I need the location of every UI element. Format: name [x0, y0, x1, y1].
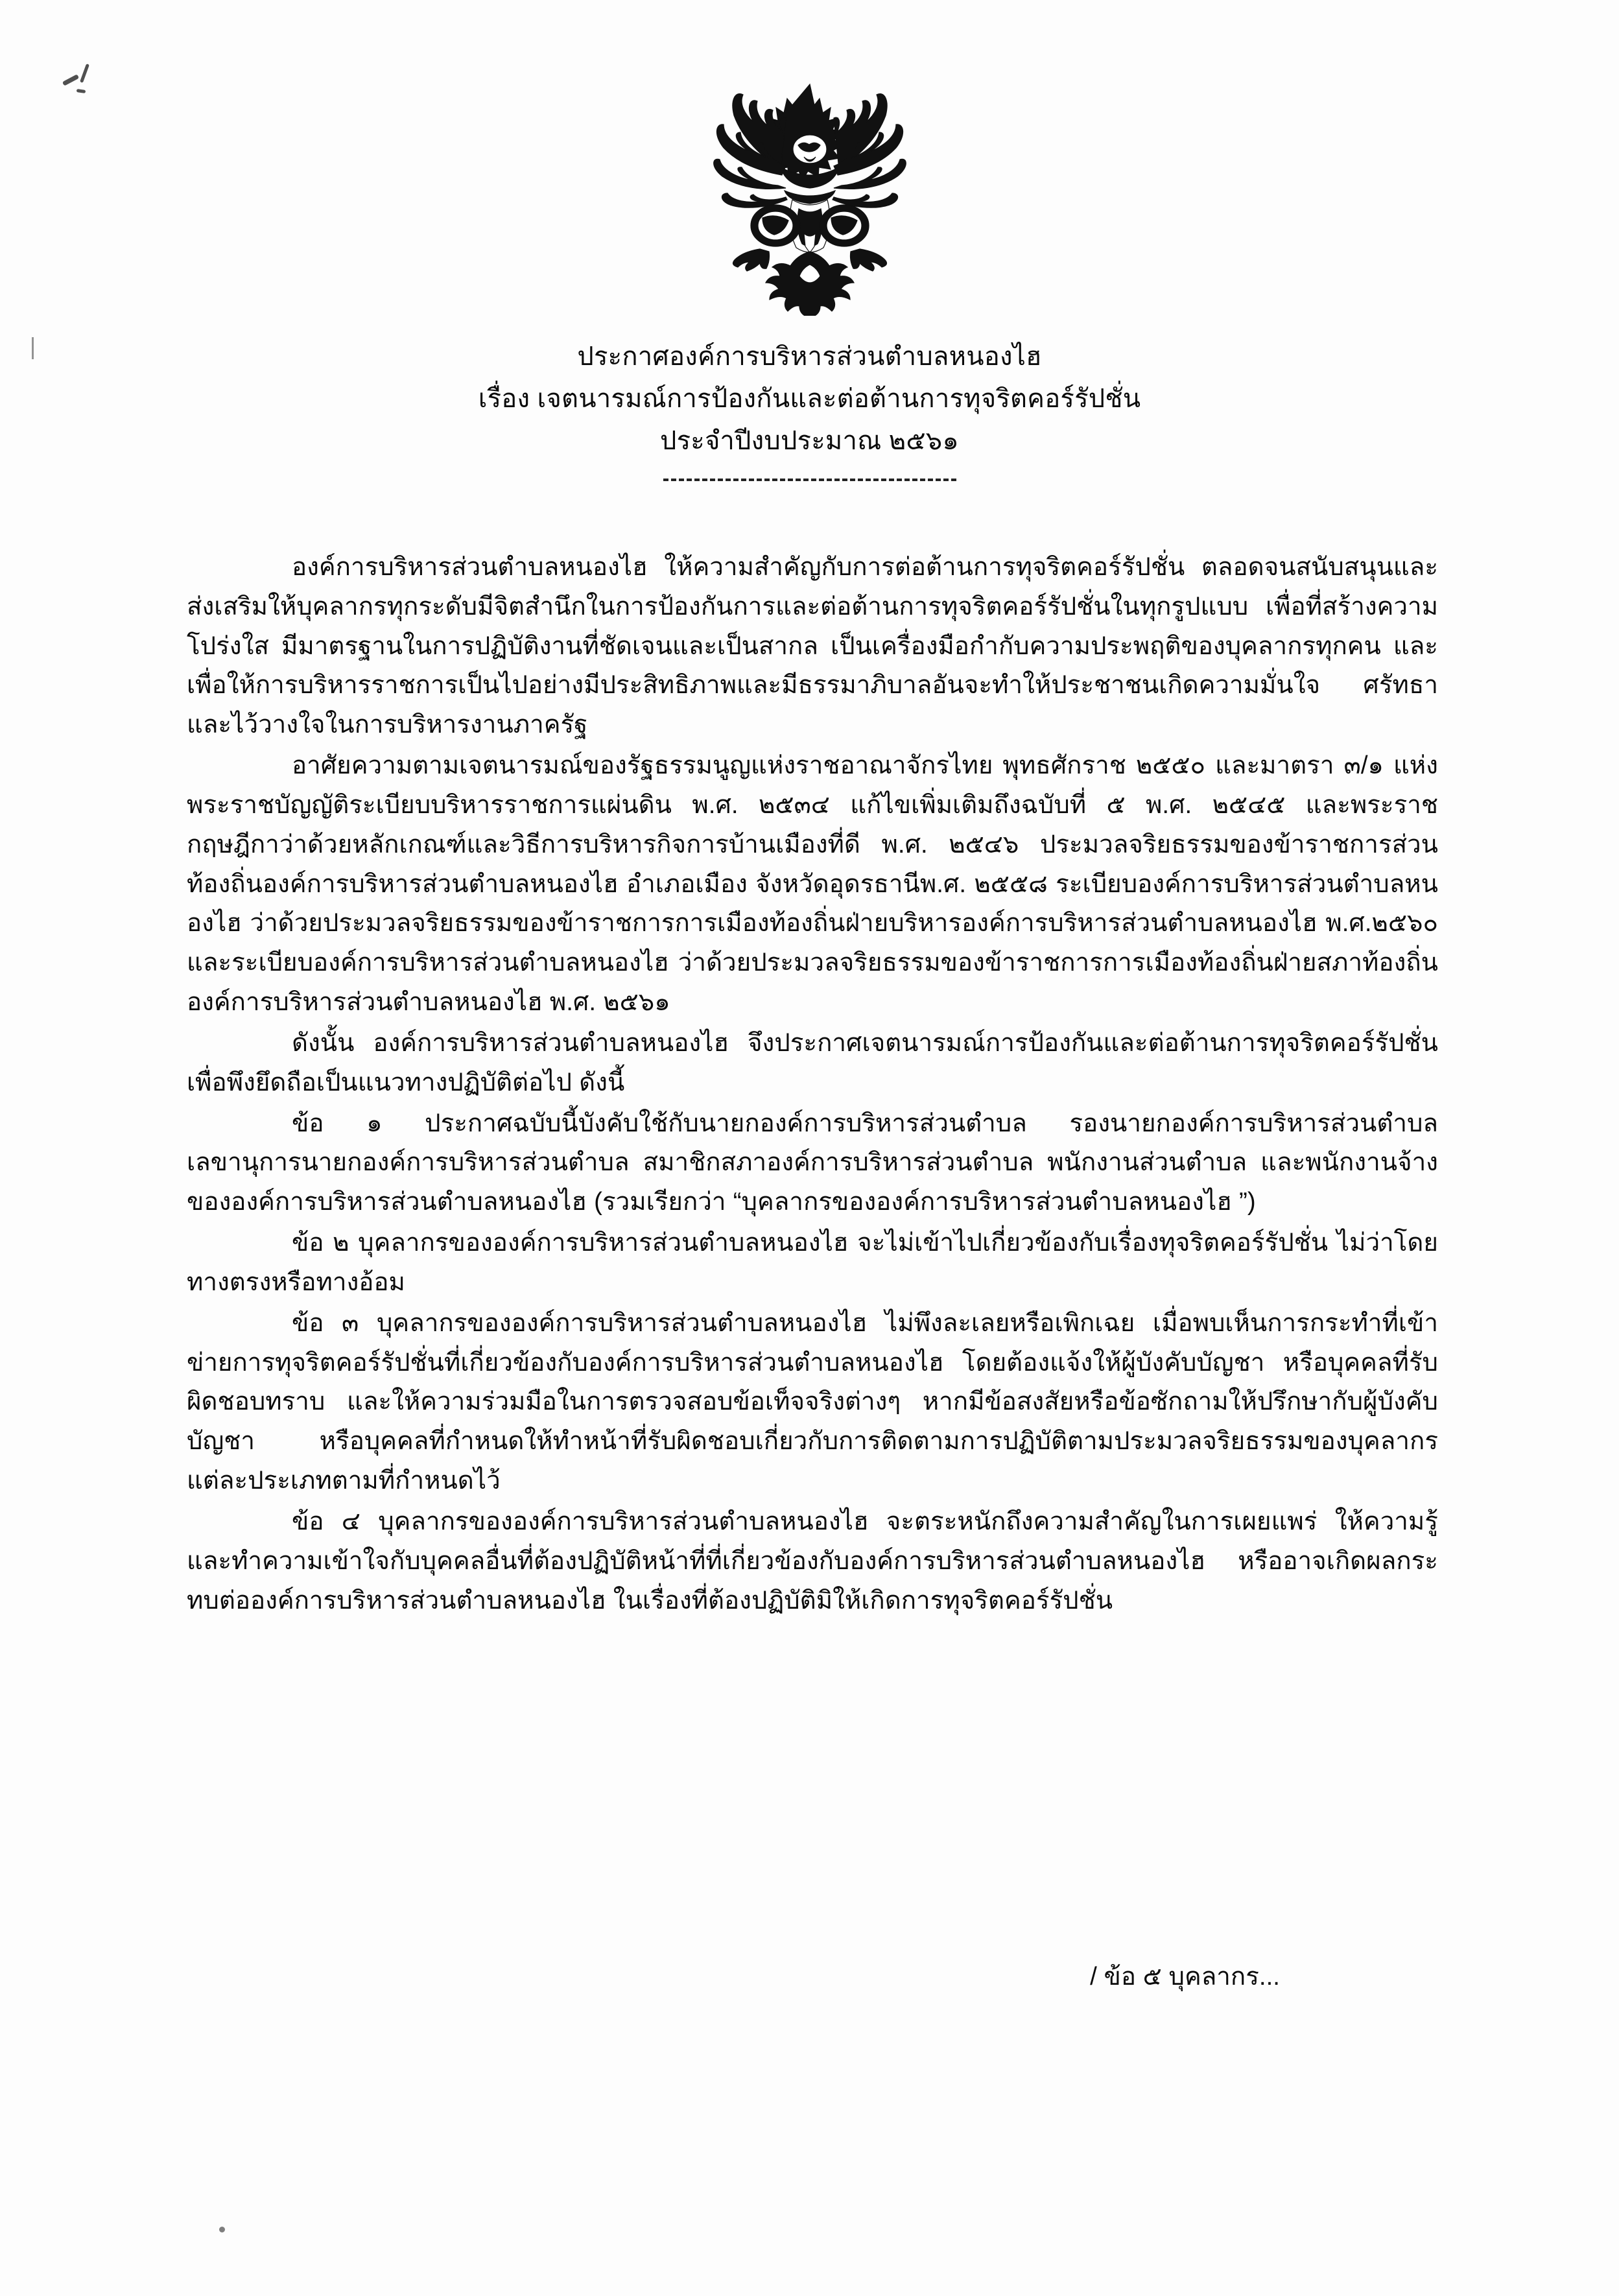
clause-2-text: ข้อ ๒ บุคลากรขององค์การบริหารส่วนตำบลหนองไฮ จะไม่เข้าไปเกี่ยวข้องกับเรื่องทุจริตคอร์รัปชั่น ไม่ว่าโดยทางตรงหรือทางอ้อม	[187, 1229, 1438, 1296]
paragraph-intro-text: องค์การบริหารส่วนตำบลหนองไฮ ให้ความสำคัญกับการต่อต้านการทุจริตคอร์รัปชั่น ตลอดจนสนับสนุนและส่งเสริมให้บุคลากรทุกระดับมีจิตสำนึกในการป้องกันการและต่อต้านการทุจริตคอร์รัปชั่นในทุกรูปแบบ เพื่อที่สร้างความโปร่งใส มีมาตรฐานในการปฏิบัติงานที่ชัดเจนและเป็นสากล เป็นเครื่องมือกำกับความประพฤติของบุคลากรทุกคน และเพื่อให้การบริหารราชการเป็นไปอย่างมีประสิทธิภาพและมีธรรมาภิบาลอันจะทำให้ประชาชนเกิดความมั่นใจ ศรัทธาและไว้วางใจในการบริหารงานภาครัฐ	[187, 553, 1438, 739]
page-continuation-note: / ข้อ ๕ บุคลากร...	[1090, 1963, 1280, 1991]
paragraph-declaration	[187, 1024, 1438, 1103]
clause-3-text: ข้อ ๓ บุคลากรขององค์การบริหารส่วนตำบลหนองไฮ ไม่พึงละเลยหรือเพิกเฉย เมื่อพบเห็นการกระทำที่เข้าข่ายการทุจริตคอร์รัปชั่นที่เกี่ยวข้องกับองค์การบริหารส่วนตำบลหนองไฮ โดยต้องแจ้งให้ผู้บังคับบัญชา หรือบุคคลที่รับผิดชอบทราบ และให้ความร่วมมือในการตรวจสอบข้อเท็จจริงต่างๆ หากมีข้อสงสัยหรือข้อซักถามให้ปรึกษากับผู้บังคับบัญชา หรือบุคคลที่กำหนดให้ทำหน้าที่รับผิดชอบเกี่ยวกับการติดตามการปฏิบัติตามประมวลจริยธรรมของบุคลากรแต่ละประเภทตามที่กำหนดไว้	[187, 1308, 1438, 1495]
clause-3	[187, 1304, 1438, 1501]
dashed-rule-divider	[663, 479, 956, 481]
clause-1-text: ข้อ ๑ ประกาศฉบับนี้บังคับใช้กับนายกองค์การบริหารส่วนตำบล รองนายกองค์การบริหารส่วนตำบล เลขานุการนายกองค์การบริหารส่วนตำบล สมาชิกสภาองค์การบริหารส่วนตำบล พนักงานส่วนตำบล และพนักงานจ้างขององค์การบริหารส่วนตำบลหนองไฮ (รวมเรียกว่า “บุคลากรขององค์การบริหารส่วนตำบลหนองไฮ ”)	[187, 1109, 1438, 1216]
clause-2	[187, 1224, 1438, 1303]
document-heading	[0, 336, 1619, 481]
clause-4	[187, 1502, 1438, 1620]
clause-4-text: ข้อ ๔ บุคลากรขององค์การบริหารส่วนตำบลหนองไฮ จะตระหนักถึงความสำคัญในการเผยแพร่ ให้ความรู้ และทำความเข้าใจกับบุคคลอื่นที่ต้องปฏิบัติหน้าที่ที่เกี่ยวข้องกับองค์การบริหารส่วนตำบลหนองไฮ หรืออาจเกิดผลกระทบต่อองค์การบริหารส่วนตำบลหนองไฮ ในเรื่องที่ต้องปฏิบัติมิให้เกิดการทุจริตคอร์รัปชั่น	[187, 1507, 1438, 1615]
page-title: ประกาศองค์การบริหารส่วนตำบลหนองไฮ	[577, 342, 1042, 371]
document-body	[187, 548, 1438, 1622]
paragraph-legal-basis	[187, 746, 1438, 1023]
paragraph-legal-basis-text: อาศัยความตามเจตนารมณ์ของรัฐธรรมนูญแห่งราชอาณาจักรไทย พุทธศักราช ๒๕๕๐ และมาตรา ๓/๑ แห่งพระราชบัญญัติระเบียบบริหารราชการแผ่นดิน พ.ศ. ๒๕๓๔ แก้ไขเพิ่มเติมถึงฉบับที่ ๕ พ.ศ. ๒๕๔๕ และพระราชกฤษฎีกาว่าด้วยหลักเกณฑ์และวิธีการบริหารกิจการบ้านเมืองที่ดี พ.ศ. ๒๕๔๖ ประมวลจริยธรรมของข้าราชการส่วนท้องถิ่นองค์การบริหารส่วนตำบลหนองไฮ อำเภอเมือง จังหวัดอุดรธานีพ.ศ. ๒๕๕๘ ระเบียบองค์การบริหารส่วนตำบลหนองไฮ ว่าด้วยประมวลจริยธรรมของข้าราชการการเมืองท้องถิ่นฝ่ายบริหารองค์การบริหารส่วนตำบลหนองไฮ พ.ศ.๒๕๖๐ และระเบียบองค์การบริหารส่วนตำบลหนองไฮ ว่าด้วยประมวลจริยธรรมของข้าราชการการเมืองท้องถิ่นฝ่ายสภาท้องถิ่นองค์การบริหารส่วนตำบลหนองไฮ พ.ศ. ๒๕๖๑	[187, 752, 1438, 1017]
page-fiscal-year: ประจำปีงบประมาณ ๒๕๖๑	[659, 426, 959, 455]
paragraph-declaration-text: ดังนั้น องค์การบริหารส่วนตำบลหนองไฮ จึงประกาศเจตนารมณ์การป้องกันและต่อต้านการทุจริตคอร์รัปชั่น เพื่อพึงยึดถือเป็นแนวทางปฏิบัติต่อไป ดังนี้	[187, 1028, 1438, 1096]
scan-artifact	[219, 2227, 225, 2232]
garuda-emblem	[0, 73, 1619, 316]
clause-1	[187, 1104, 1438, 1222]
paragraph-intro	[187, 548, 1438, 745]
page-subject: เรื่อง เจตนารมณ์การป้องกันและต่อต้านการทุจริตคอร์รัปชั่น	[478, 384, 1141, 413]
